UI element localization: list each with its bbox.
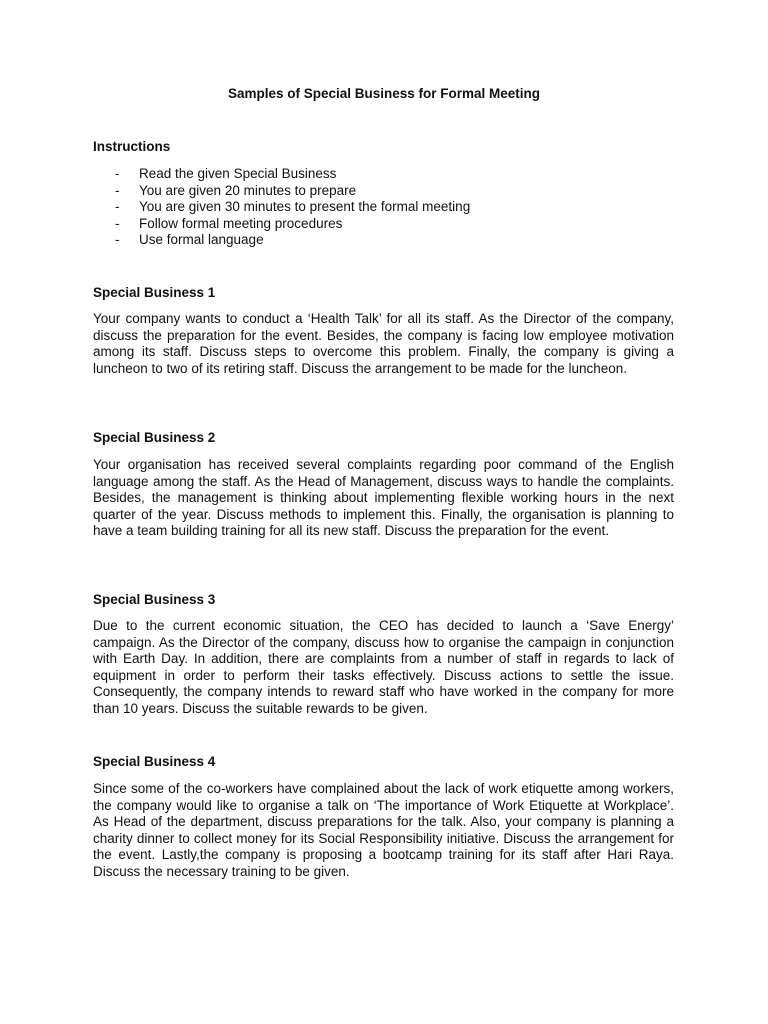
special-business-4-body: Since some of the co-workers have complained about the lack of work etiquette among workers, the company would like to organise a talk on ‘The importance of Work Etiquette at Workplace’. As Head of the department, discuss preparations for the talk. Also, your company is planning a charity dinner to collect money for its Social Responsibility initiative. Discuss the arrangement for the event. Lastly,the company is proposing a bootcamp training for its staff after Hari Raya. Discuss the necessary training to be given. [93, 781, 674, 879]
special-business-2-body: Your organisation has received several complaints regarding poor command of the English language among the staff. As the Head of Management, discuss ways to handle the complaints. Besides, the management is thinking about implementing flexible working hours in the next quarter of the year. Discuss methods to implement this. Finally, the organisation is planning to have a team building training for all its new staff. Discuss the preparation for the event. [93, 457, 674, 539]
special-business-3-heading: Special Business 3 [93, 592, 216, 607]
dash-bullet: - [115, 166, 120, 181]
dash-bullet: - [115, 232, 120, 247]
instruction-text: Follow formal meeting procedures [139, 215, 343, 231]
instruction-item [93, 232, 470, 249]
dash-bullet: - [115, 215, 120, 231]
instruction-item [93, 166, 470, 183]
instruction-item [93, 199, 470, 216]
instruction-text: You are given 30 minutes to present the formal meeting [139, 199, 471, 214]
special-business-2-heading: Special Business 2 [93, 430, 216, 445]
instruction-text: You are given 20 minutes to prepare [139, 182, 357, 198]
special-business-4-heading: Special Business 4 [93, 754, 216, 769]
dash-bullet: - [115, 199, 120, 214]
document-title: Samples of Special Business for Formal Meeting [227, 86, 541, 101]
instruction-text: Use formal language [139, 232, 264, 247]
instruction-item [93, 183, 470, 200]
instruction-item [93, 216, 470, 233]
dash-bullet: - [115, 182, 120, 198]
special-business-3-body: Due to the current economic situation, the CEO has decided to launch a ‘Save Energy’ campaign. As the Director of the company, discuss how to organise the campaign in conjunction with Earth Day. In addition, there are complaints from a number of staff in regards to lack of equipment in order to perform their tasks effectively. Discuss actions to settle the issue. Consequently, the company intends to reward staff who have worked in the company for more than 10 years. Discuss the suitable rewards to be given. [93, 618, 674, 716]
instructions-heading: Instructions [93, 139, 171, 154]
special-business-1-heading: Special Business 1 [93, 285, 216, 300]
instructions-list [93, 166, 470, 249]
special-business-1-body: Your company wants to conduct a ‘Health Talk’ for all its staff. As the Director of the company, discuss the preparation for the event. Besides, the company is facing low employee motivation among its staff. Discuss steps to overcome this problem. Finally, the company is giving a luncheon to two of its retiring staff. Discuss the arrangement to be made for the luncheon. [93, 311, 674, 376]
instruction-text: Read the given Special Business [139, 166, 337, 181]
